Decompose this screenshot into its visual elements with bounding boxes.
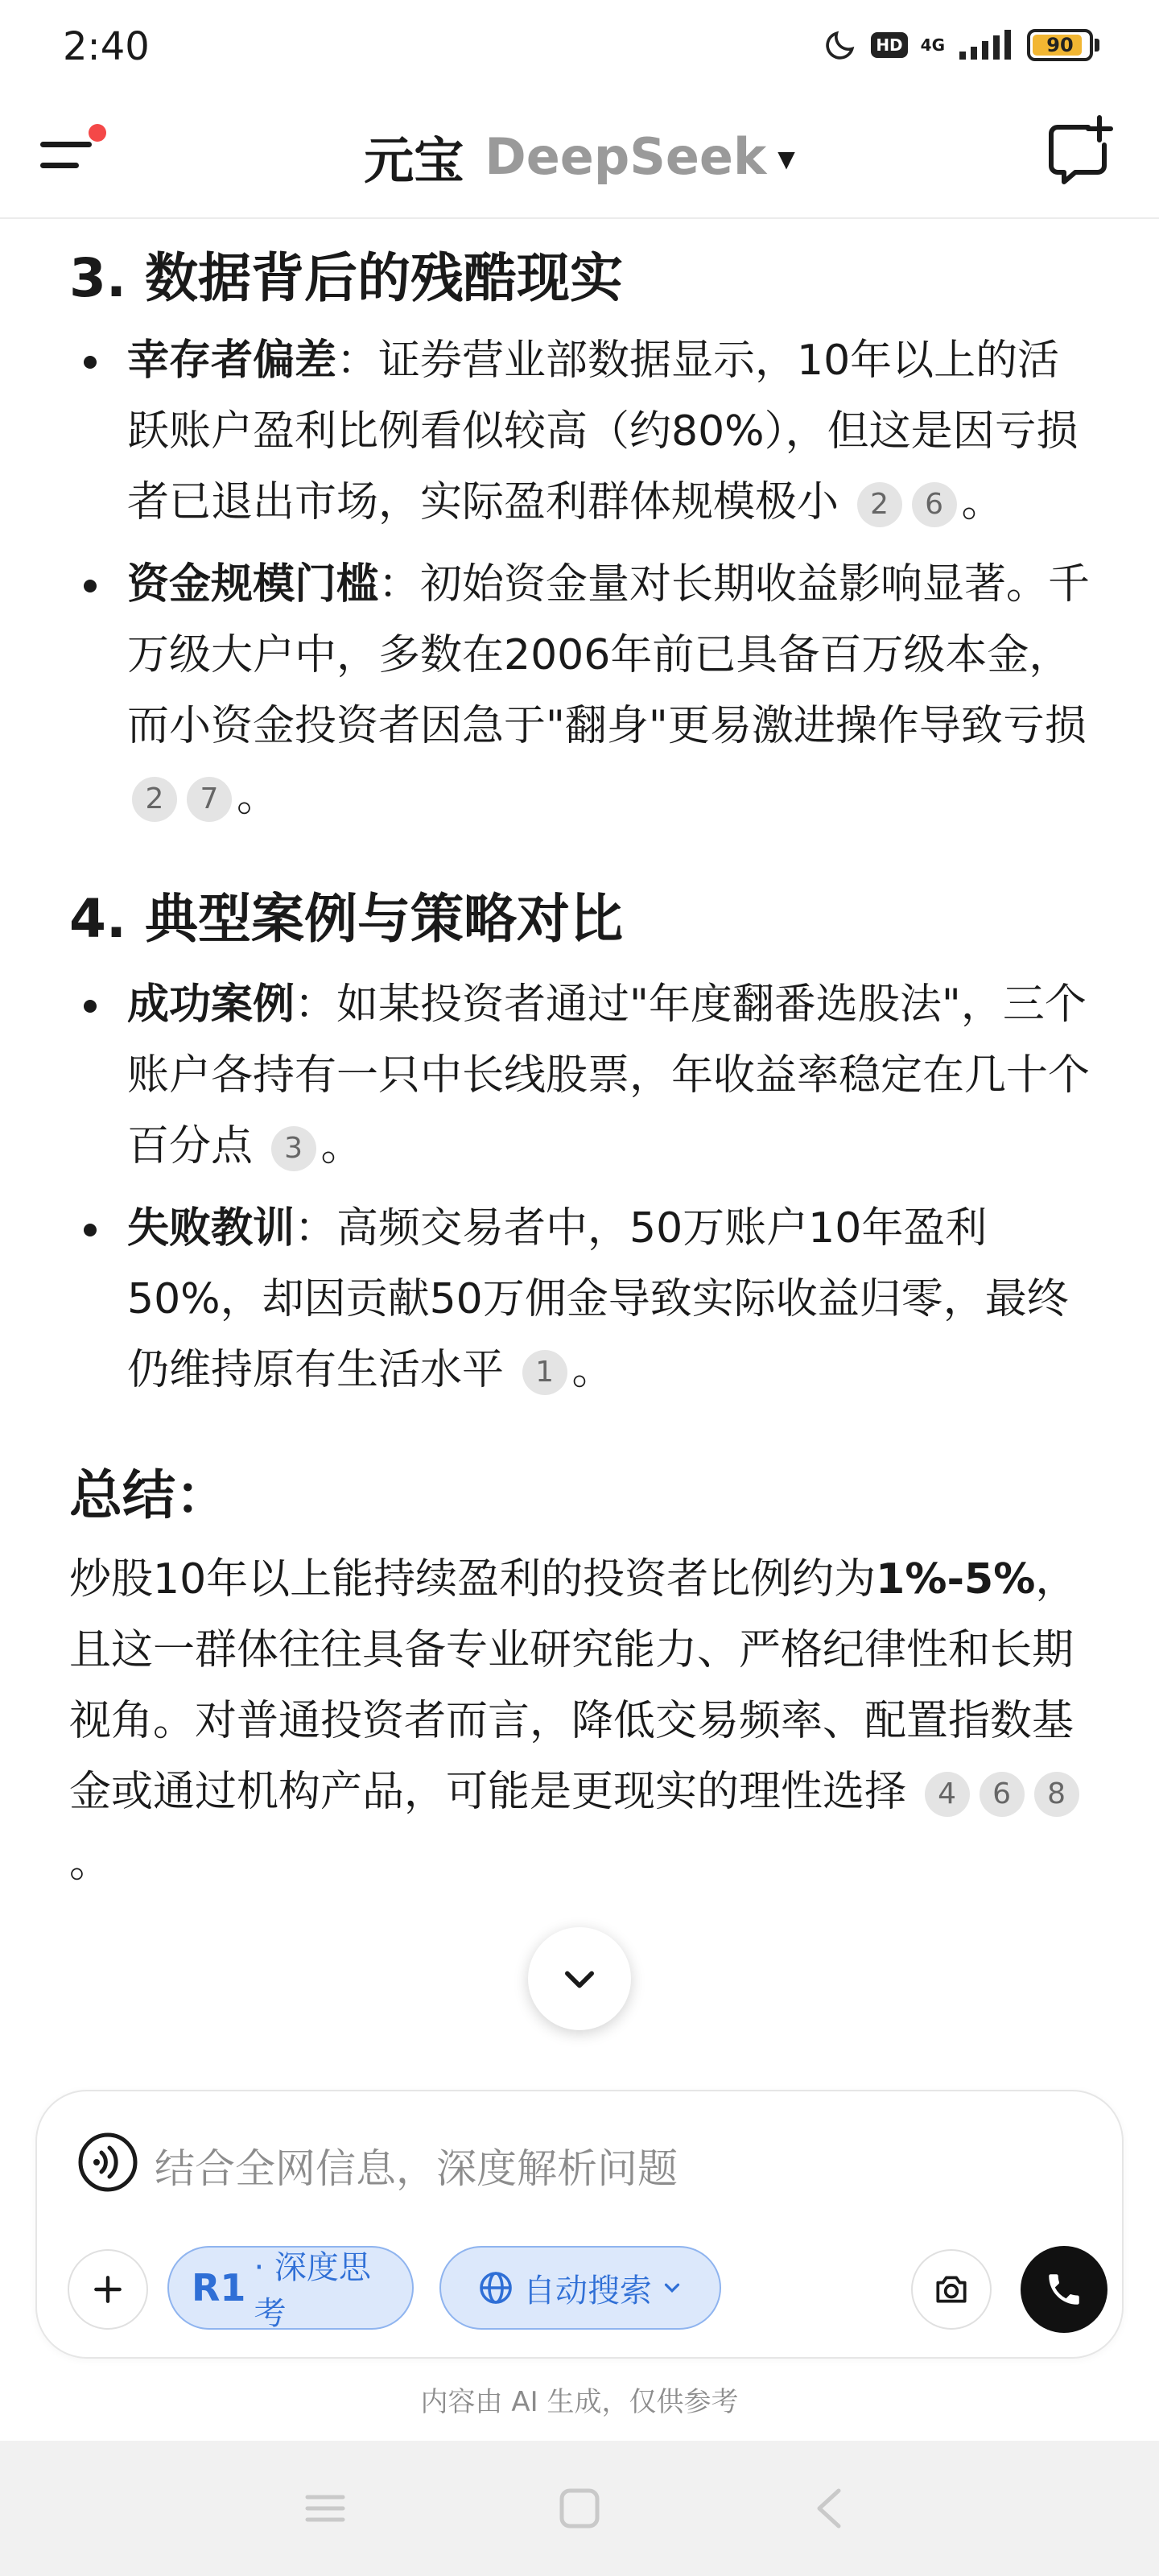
auto-search-label: 自动搜索: [523, 2272, 652, 2310]
period: 。: [961, 478, 1004, 526]
period: 。: [571, 1346, 614, 1394]
bullet-label: 失败教训: [127, 1204, 295, 1253]
list-item: [69, 549, 1099, 832]
citation-badge[interactable]: 7: [187, 777, 232, 822]
battery-icon: [1027, 29, 1099, 61]
chat-answer: [69, 219, 1099, 1898]
hd-badge: HD: [871, 32, 907, 58]
period: 。: [320, 1122, 363, 1170]
citation-badge[interactable]: 3: [271, 1126, 316, 1171]
summary-paragraph: [69, 1544, 1099, 1898]
bullet-list: [69, 969, 1099, 1406]
globe-icon: [476, 2268, 515, 2307]
plus-icon: [90, 2272, 126, 2307]
back-icon[interactable]: [806, 2484, 855, 2533]
bullet-label: 成功案例: [127, 980, 295, 1029]
bullet-label: 资金规模门槛: [127, 560, 379, 609]
citation-badge[interactable]: 2: [857, 482, 902, 527]
bullet-text: ：如某投资者通过"年度翻番选股法"，三个账户各持有一只中长线股票，年收益率稳定在几十个百分点: [127, 980, 1091, 1170]
deep-think-label: · 深度思考: [254, 2249, 371, 2332]
moon-icon: [823, 27, 858, 63]
voice-call-button[interactable]: [1021, 2246, 1107, 2333]
camera-button[interactable]: [911, 2249, 992, 2330]
network-type: 4G: [920, 35, 945, 55]
summary-text: 炒股10年以上能持续盈利的投资者比例约为: [69, 1555, 876, 1604]
phone-icon: [1044, 2269, 1084, 2310]
add-attachment-button[interactable]: [68, 2249, 148, 2330]
new-chat-button[interactable]: [1040, 113, 1117, 190]
list-item: [69, 1193, 1099, 1406]
signal-icon: [958, 29, 1014, 61]
bullet-text: ：初始资金量对长期收益影响显著。千万级大户中，多数在2006年前已具备百万级本金，而小资金投资者因急于"翻身"更易激进操作导致亏损: [127, 560, 1091, 750]
caret-down-icon: ▼: [777, 146, 795, 172]
bullet-text: ：高频交易者中，50万账户10年盈利50%，却因贡献50万佣金导致实际收益归零，最终仍维持原有生活水平: [127, 1204, 1069, 1394]
bullet-text: ：证券营业部数据显示，10年以上的活跃账户盈利比例看似较高（约80%），但这是因亏损者已退出市场，实际盈利群体规模极小: [127, 336, 1079, 526]
citation-badge[interactable]: 8: [1034, 1772, 1079, 1817]
system-nav-bar: [0, 2441, 1159, 2576]
bullet-label: 幸存者偏差: [127, 336, 337, 385]
chevron-down-icon: [660, 2276, 684, 2300]
app-header: [0, 97, 1159, 219]
chat-input[interactable]: 结合全网信息，深度解析问题: [155, 2145, 678, 2192]
citation-badge[interactable]: 2: [132, 777, 177, 822]
model-selector[interactable]: [0, 121, 1159, 192]
ai-disclaimer: 内容由 AI 生成，仅供参考: [420, 2386, 739, 2418]
citation-badge[interactable]: 6: [912, 482, 957, 527]
voice-input-icon[interactable]: [77, 2132, 138, 2193]
list-item: [69, 969, 1099, 1182]
section-heading: 3. 数据背后的残酷现实: [69, 247, 623, 309]
list-item: [69, 325, 1099, 538]
status-bar: [0, 0, 1159, 97]
scroll-to-bottom-button[interactable]: [528, 1927, 631, 2030]
model-name: DeepSeek: [485, 127, 767, 186]
summary-heading: 总结：: [69, 1464, 229, 1526]
chat-input-card: [35, 2090, 1124, 2359]
status-icons: [823, 27, 1099, 63]
citation-badge[interactable]: 4: [925, 1772, 970, 1817]
citation-badge[interactable]: 6: [980, 1772, 1025, 1817]
section-heading: 4. 典型案例与策略对比: [69, 888, 623, 950]
citation-badge[interactable]: 1: [522, 1350, 567, 1395]
bullet-list: [69, 325, 1099, 832]
summary-text: ，且这一群体往往具备专业研究能力、严格纪律性和长期视角。对普通投资者而言，降低交易频率、配置指数基金或通过机构产品，可能是更现实的理性选择: [69, 1555, 1078, 1816]
home-icon[interactable]: [555, 2484, 604, 2533]
auto-search-dropdown[interactable]: [439, 2246, 721, 2330]
chevron-down-icon: [559, 1958, 600, 2000]
period: 。: [69, 1839, 112, 1887]
recents-icon[interactable]: [301, 2484, 349, 2533]
period: 。: [237, 773, 279, 821]
camera-icon: [931, 2269, 971, 2310]
status-time: 2:40: [63, 24, 150, 69]
r1-label: R1: [192, 2266, 246, 2310]
app-brand: 元宝: [364, 131, 464, 190]
deep-think-toggle[interactable]: [167, 2246, 414, 2330]
battery-level: 90: [1046, 34, 1074, 56]
summary-highlight: 1%-5%: [876, 1555, 1036, 1604]
